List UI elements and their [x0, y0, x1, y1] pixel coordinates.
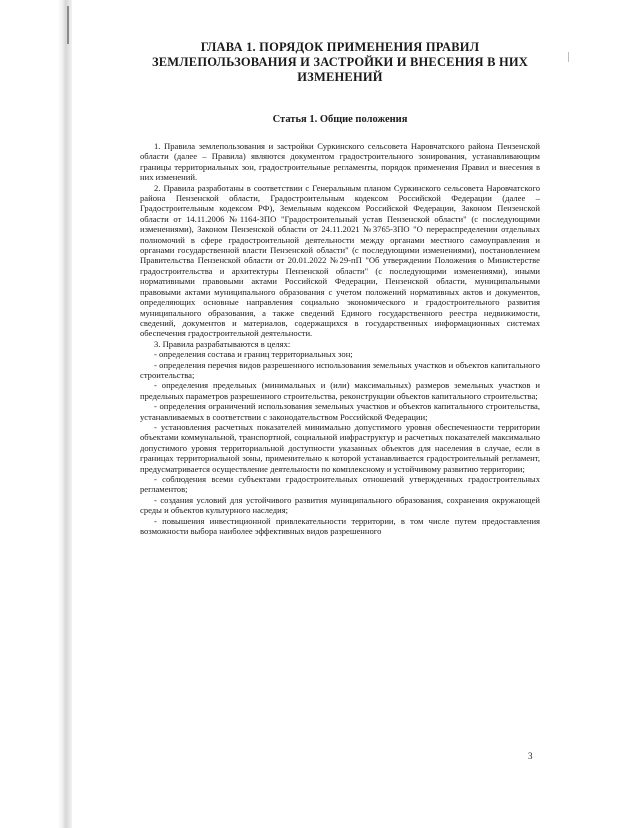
scan-margin-mark	[568, 52, 569, 62]
paragraph: - определения ограничений использования земельных участков и объектов капитального строительства, устанавливаемых в соответствии с законодательством Российской Федерации;	[140, 401, 540, 422]
paragraph: 1. Правила землепользования и застройки Суркинского сельсовета Наровчатского района Пензенской области (далее – Правила) являются документом градостроительного зонирования, устанавливающим границы территориальных зон, градостроительные регламенты, порядок применения Правил и внесения в них изменений.	[140, 141, 540, 183]
article-body	[140, 141, 540, 536]
article-title: Статья 1. Общие положения	[272, 114, 408, 125]
chapter-title: ГЛАВА 1. ПОРЯДОК ПРИМЕНЕНИЯ ПРАВИЛ ЗЕМЛЕПОЛЬЗОВАНИЯ И ЗАСТРОЙКИ И ВНЕСЕНИЯ В НИХ ИЗМЕНЕНИЙ	[151, 40, 529, 84]
page-number: 3	[528, 751, 533, 761]
scan-binding-mark	[67, 6, 69, 44]
paragraph: 3. Правила разрабатываются в целях:	[154, 338, 291, 349]
document-page	[140, 40, 540, 536]
paragraph: - определения состава и границ территориальных зон;	[154, 349, 353, 360]
paragraph: - создания условий для устойчивого развития муниципального образования, сохранения окружающей среды и объектов культурного наследия;	[140, 494, 540, 516]
paragraph: - соблюдения всеми субъектами градостроительных отношений утвержденных градостроительных регламентов;	[140, 474, 540, 495]
paragraph: - определения предельных (минимальных и (или) максимальных) размеров земельных участков и предельных параметров разрешенного строительства, реконструкции объектов капитального строительства;	[140, 380, 540, 401]
paragraph: - установления расчетных показателей минимально допустимого уровня обеспеченности территории объектами коммунальной, транспортной, социальной инфраструктур и расчетных показателей максимально допустимого уровня территориальной доступности указанных объектов для населения в случае, если в границах территориальной зоны, применительно к которой устанавливается градостроительный регламент, предусматривается осуществление деятельности по комплексному и устойчивому развитию территории;	[140, 421, 540, 474]
paragraph: - повышения инвестиционной привлекательности территории, в том числе путем предоставления возможности выбора наиболее эффективных видов разрешенного	[140, 515, 540, 537]
paragraph: - определения перечня видов разрешенного использования земельных участков и объектов капитального строительства;	[140, 359, 540, 380]
paragraph: 2. Правила разработаны в соответствии с Генеральным планом Суркинского сельсовета Наровчатского района Пензенской области, Градостроительным кодексом Российской Федерации (далее – Градостроительным кодексом РФ), Земельным кодексом Российской Федерации, Законом Пензенской области от 14.11.2006 №1164-ЗПО "Градостроительный устав Пензенской области" (с последующими изменениями), Законом Пензенской области от 24.11.2021 №3765-ЗПО "О перераспределении отдельных полномочий в сфере градостроительной деятельности между органами местного самоуправления и органами государственной власти Пензенской области" (с последующими изменениями), постановлением Правительства Пензенской области от 20.01.2022 №29-пП "Об утверждении Положения о Министерстве градостроительства и архитектуры Пензенской области" (с последующими изменениями), иными нормативными правовыми актами Российской Федерации, Пензенской области, муниципальными правовыми актами муниципального образования с учетом положений нормативных актов и документов, определяющих основные направления социально экономического и градостроительного развития муниципального образования, а также сведений Единого государственного реестра недвижимости, сведений, документов и материалов, содержащихся в государственных информационных системах обеспечения градостроительной деятельности.	[140, 182, 540, 339]
scan-binding-shadow	[58, 0, 72, 828]
